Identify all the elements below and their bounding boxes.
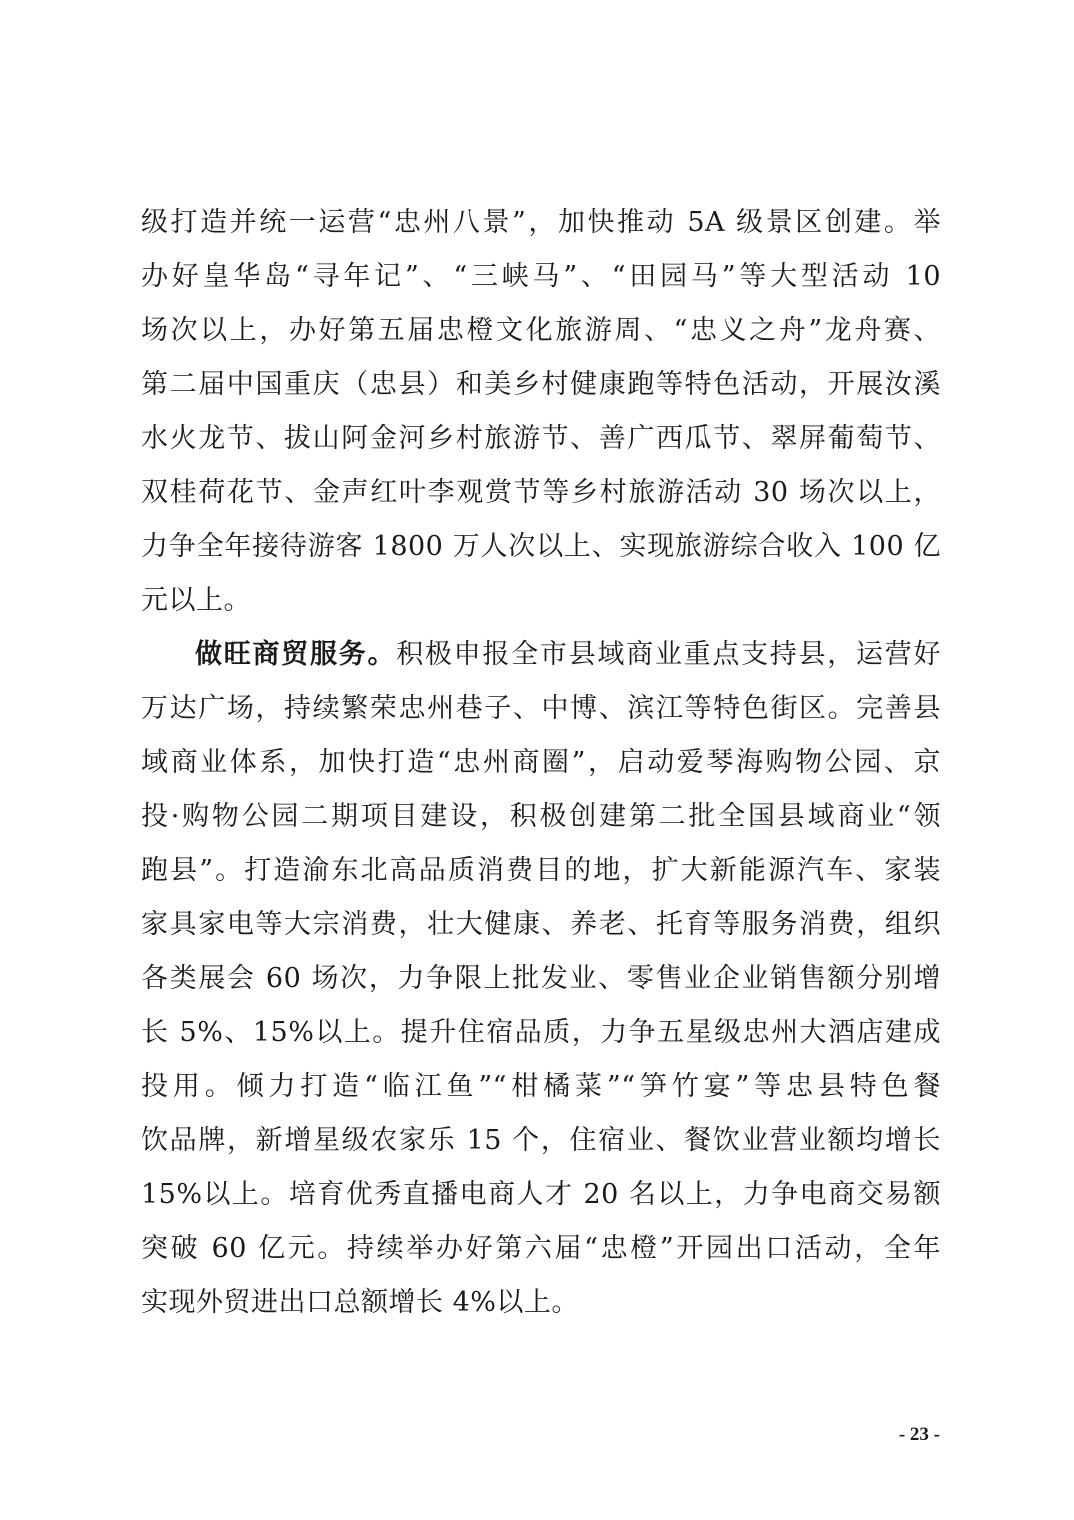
- text-line: [141, 628, 941, 682]
- text-line: 家具家电等大宗消费，壮大健康、养老、托育等服务消费，组织: [141, 909, 941, 940]
- text-line: 投用。倾力打造“临江鱼”“柑橘菜”“笋竹宴”等忠县特色餐: [141, 1071, 941, 1102]
- text-line: 突破 60 亿元。持续举办好第六届“忠橙”开园出口活动，全年: [141, 1233, 941, 1264]
- text-line: 水火龙节、拔山阿金河乡村旅游节、善广西瓜节、翠屏葡萄节、: [141, 423, 941, 454]
- text-line: 双桂荷花节、金声红叶李观赏节等乡村旅游活动 30 场次以上，: [141, 477, 941, 508]
- text-line: 各类展会 60 场次，力争限上批发业、零售业企业销售额分别增: [141, 963, 941, 994]
- page-number: - 23 -: [898, 1424, 940, 1445]
- text-line: 元以上。: [141, 585, 251, 616]
- text-line: 第二届中国重庆（忠县）和美乡村健康跑等特色活动，开展汝溪: [141, 369, 941, 400]
- text-line: 饮品牌，新增星级农家乐 15 个，住宿业、餐饮业营业额均增长: [141, 1125, 941, 1156]
- text-segment: 积极申报全市县域商业重点支持县，运营好: [396, 639, 942, 670]
- text-line: 级打造并统一运营“忠州八景”，加快推动 5A 级景区创建。举: [141, 207, 941, 238]
- paragraph-tourism: [141, 196, 941, 628]
- text-line: 万达广场，持续繁荣忠州巷子、中博、滨江等特色街区。完善县: [141, 693, 941, 724]
- text-line: 投·购物公园二期项目建设，积极创建第二批全国县域商业“领: [141, 801, 941, 832]
- document-body: [141, 196, 941, 1330]
- text-line: 15%以上。培育优秀直播电商人才 20 名以上，力争电商交易额: [141, 1179, 941, 1210]
- paragraph-commerce: [141, 628, 941, 1330]
- text-line: 域商业体系，加快打造“忠州商圈”，启动爱琴海购物公园、京: [141, 747, 941, 778]
- text-line: 长 5%、15%以上。提升住宿品质，力争五星级忠州大酒店建成: [141, 1017, 941, 1048]
- section-lead: 做旺商贸服务。: [195, 639, 397, 670]
- text-line: 跑县”。打造渝东北高品质消费目的地，扩大新能源汽车、家装: [141, 855, 941, 886]
- text-line: 场次以上，办好第五届忠橙文化旅游周、“忠义之舟”龙舟赛、: [141, 315, 941, 346]
- text-line: 办好皇华岛“寻年记”、“三峡马”、“田园马”等大型活动 10: [141, 261, 941, 292]
- text-line: 实现外贸进出口总额增长 4%以上。: [141, 1287, 579, 1318]
- text-line: 力争全年接待游客 1800 万人次以上、实现旅游综合收入 100 亿: [141, 531, 941, 562]
